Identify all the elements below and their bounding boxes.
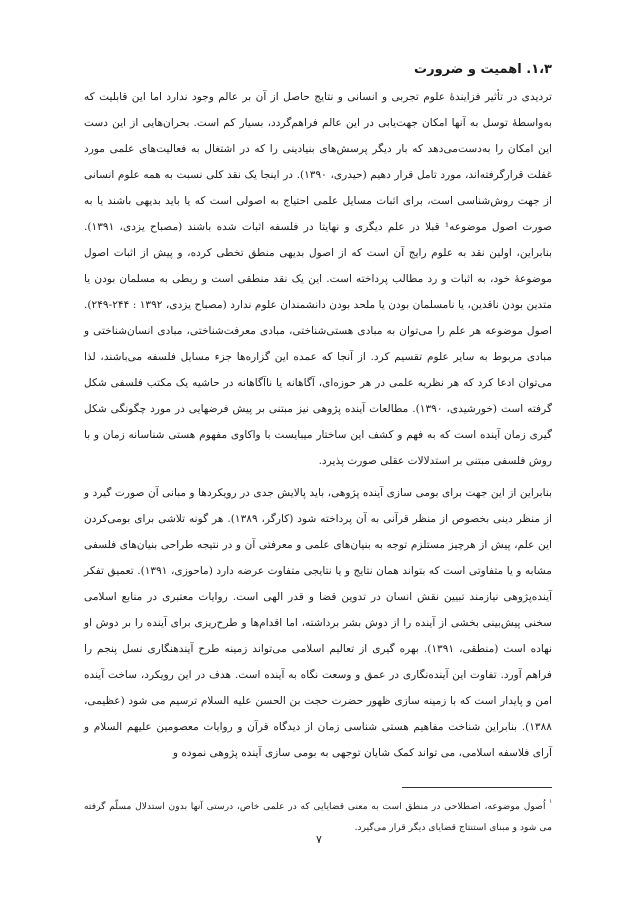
footnote: [84, 793, 552, 838]
paragraph-2: بنابراین از این جهت برای بومی سازی آینده پژوهی، باید پالایش جدی در رویکردها و مبانی آن صورت گیرد و از منظر دینی بخصوص از منظر قرآنی به آن پرداخته شود (کارگر، ۱۳۸۹). هر گونه تلاشی برای بومی‌کردن این علم، پیش از هرچیز مستلزم توجه به بنیان‌های علمی و معرفتی آن و در نتیجه طراحی بنیان‌های فلسفی مشابه و یا متفاوتی است که بتواند همان نتایج و یا نتایجی متفاوت عرضه دارد (ماحوزی، ۱۳۹۱). تعمیق تفکر آینده‌پژوهی نیازمند تبیین نقش انسان در تدوین قضا و قدر الهی است. روایات معتبری در منابع اسلامی سخنی پیش‌بینی بخشی از آینده را از دوش بشر برداشته، اما اقدام‌ها و طرح‌ریزی برای آینده را بر دوش او نهاده است (منطقی، ۱۳۹۱). بهره گیری از تعالیم اسلامی می‌تواند زمینه طرح آیندهنگاری نسل پنجم را فراهم آورد. تفاوت این آینده‌نگاری در عمق و وسعت نگاه به آینده است. هدف در این رویکرد، ساخت آینده امن و پایدار است که با زمینه سازی ظهور حضرت حجت بن الحسن علیه السلام ترسیم می شود (عظیمی، ۱۳۸۸). بنابراین شناخت مفاهیم هستی شناسی زمان از دیدگاه قرآن و روایات معصومین علیهم السلام و آرای فلاسفه اسلامی، می تواند کمک شایان توجهی به بومی سازی آینده پژوهی نموده و: [84, 487, 553, 759]
page-number: ۷: [316, 833, 322, 846]
footnote-divider: [402, 787, 552, 788]
footnote-marker: ¹: [549, 799, 552, 807]
footnote-text: اُصول موضوعه، اصطلاحی در منطق است به معنی قضایایی که در علمی خاص، درستی آنها بدون استدلال مسلّم گرفته می شود و مبنای استنتاج قضایای دیگر قرار می‌گیرد.: [84, 801, 552, 834]
main-content: [84, 60, 552, 772]
paragraph-1: تردیدی در تأثیر فزایندهٔ علوم تجربی و انسانی و نتایج حاصل از آن بر عالم وجود ندارد اما این قابلیت که به‌واسطهٔ توسل به آنها امکان جهت‌یابی در این عالم فراهم‌گردد، بسیار کم است. بحران‌هایی از این دست این امکان را به‌دست‌می‌دهد که بار دیگر پرسش‌های بنیادینی را که در اشتغال به فعالیت‌های علمی مورد غفلت قرارگرفته‌اند، مورد تامل قرار دهیم (حیدری، ۱۳۹۰). در اینجا یک نقد کلی نسبت به همه علوم انسانی از جهت روش‌شناسی است، برای اثبات مسایل علمی احتیاج به اصولی است که یا باید بدیهی باشند یا به صورت اصول موضوعه¹ قبلا در علم دیگری و نهایتا در فلسفه اثبات شده باشند (مصباح یزدی، ۱۳۹۱). بنابراین، اولین نقد به علوم رایج آن است که از اصول بدیهی منطق تخطی کرده، و پیش از اثبات اصول موضوعهٔ خود، به اثبات و رد مطالب پرداخته است. این یک نقد منطقی است و ربطی به مسلمان بودن یا متدین بودن ناقدین، یا نامسلمان بودن یا ملحد بودن دانشمندان علوم ندارد (مصباح یزدی، ۱۳۹۲ : ۲۴۴-۲۴۹). اصول موضوعه هر علم را می‌توان به مبادی هستی‌شناختی، مبادی معرفت‌شناختی، مبادی انسان‌شناختی و مبادی مربوط به سایر علوم تقسیم کرد. از آنجا که عمده این گزاره‌ها جزء مسایل فلسفه می‌باشند، لذا می‌توان ادعا کرد که هر نظریه علمی در هر حوزه‌ای، آگاهانه یا ناآگاهانه در حاشیه یک مکتب فلسفی شکل گرفته است (خورشیدی، ۱۳۹۰). مطالعات آینده پژوهی نیز مبتنی بر پیش فرضهایی در مورد چگونگی شکل گیری زمان آینده است که به فهم و کشف این ساختار میبایست با واکاوی مفهوم هستی شناسانه زمان و با روش فلسفی مبتنی بر استدلالات عقلی صورت پذیرد.: [84, 91, 552, 467]
section-heading: ۱،۳. اهمیت و ضرورت: [414, 62, 552, 77]
